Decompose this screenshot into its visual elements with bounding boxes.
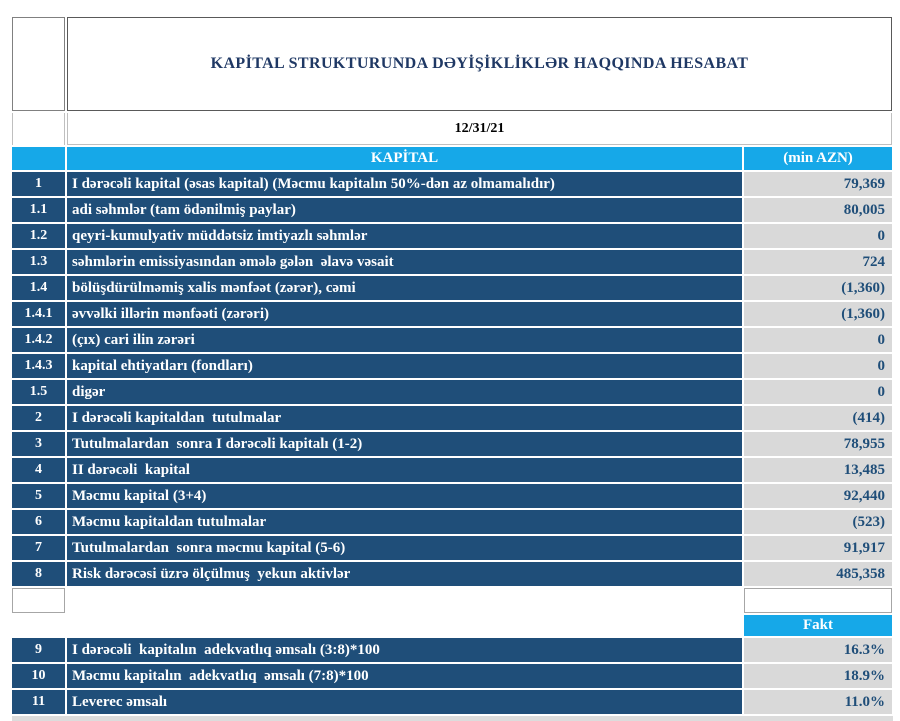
corner-cell [12,113,65,145]
row-value-cell: 485,358 [744,562,892,586]
row-value-cell: 91,917 [744,536,892,560]
row-label-cell: bölüşdürülməmiş xalis mənfəət (zərər), cəmi [67,276,742,300]
table-row [12,354,892,378]
table-row [12,172,892,196]
table-row [12,432,892,456]
row-label-cell: adi səhmlər (tam ödənilmiş paylar) [67,198,742,222]
row-number-cell: 3 [12,432,65,456]
spacer-section [12,588,892,636]
row-number-cell: 1.4.3 [12,354,65,378]
row-label-cell: I dərəcəli kapitalın adekvatlıq əmsalı (3:8)*100 [67,638,742,662]
table-row [12,406,892,430]
date-row [12,113,892,145]
spacer-cell [12,588,65,613]
row-value-cell: (1,360) [744,302,892,326]
title-section [12,17,892,170]
row-label-cell: Məcmu kapitaldan tutulmalar [67,510,742,534]
row-label-cell: Leverec əmsalı [67,690,742,714]
report-page [0,15,900,710]
spacer-row [12,588,892,613]
row-value-cell: 0 [744,224,892,248]
header-section-label: KAPİTAL [67,147,742,170]
row-label-cell: I dərəcəli kapital (əsas kapital) (Məcmu kapitalın 50%-dən az olmamalıdır) [67,172,742,196]
row-number-cell: 6 [12,510,65,534]
row-value-cell: 0 [744,354,892,378]
row-number-cell: 1.4 [12,276,65,300]
title-row [12,17,892,111]
column-header-row [12,147,892,170]
row-value-cell: 13,485 [744,458,892,482]
row-number-cell: 10 [12,664,65,688]
row-label-cell: Məcmu kapitalın adekvatlıq əmsalı (7:8)*100 [67,664,742,688]
row-label-cell: II dərəcəli kapital [67,458,742,482]
row-number-cell: 1.5 [12,380,65,404]
table-row [12,224,892,248]
capital-rows [12,172,892,586]
capital-structure-table [10,15,894,716]
row-value-cell: 0 [744,328,892,352]
row-value-cell: 724 [744,250,892,274]
table-row [12,510,892,534]
row-number-cell: 4 [12,458,65,482]
row-value-cell: (523) [744,510,892,534]
row-number-cell: 11 [12,690,65,714]
table-row [12,328,892,352]
row-number-cell: 1.4.2 [12,328,65,352]
table-row [12,638,892,662]
report-date: 12/31/21 [67,113,892,145]
row-number-cell: 1.1 [12,198,65,222]
table-row [12,664,892,688]
spacer-cell [744,588,892,613]
row-number-cell: 1.2 [12,224,65,248]
row-number-cell: 1.4.1 [12,302,65,326]
spacer-cell [67,615,742,636]
row-number-cell: 9 [12,638,65,662]
row-value-cell: 79,369 [744,172,892,196]
row-value-cell: 80,005 [744,198,892,222]
row-number-cell: 7 [12,536,65,560]
row-label-cell: digər [67,380,742,404]
table-row [12,458,892,482]
table-row [12,276,892,300]
row-number-cell: 8 [12,562,65,586]
fakt-header-row [12,615,892,636]
table-row [12,302,892,326]
header-number-cell [12,147,65,170]
row-value-cell: 16.3% [744,638,892,662]
row-label-cell: (çıx) cari ilin zərəri [67,328,742,352]
row-label-cell: I dərəcəli kapitaldan tutulmalar [67,406,742,430]
row-label-cell: Tutulmalardan sonra I dərəcəli kapitalı (1-2) [67,432,742,456]
row-number-cell: 1.3 [12,250,65,274]
table-row [12,484,892,508]
row-value-cell: 78,955 [744,432,892,456]
row-value-cell: 18.9% [744,664,892,688]
corner-cell [12,17,65,111]
spacer-cell [12,615,65,636]
table-row [12,536,892,560]
table-bottom-shadow [12,716,893,721]
row-value-cell: 92,440 [744,484,892,508]
row-label-cell: səhmlərin emissiyasından əmələ gələn əlavə vəsait [67,250,742,274]
row-value-cell: (1,360) [744,276,892,300]
row-label-cell: Tutulmalardan sonra məcmu kapital (5-6) [67,536,742,560]
row-label-cell: qeyri-kumulyativ müddətsiz imtiyazlı səhmlər [67,224,742,248]
table-row [12,250,892,274]
report-title: KAPİTAL STRUKTURUNDA DƏYİŞİKLİKLƏR HAQQINDA HESABAT [67,17,892,111]
spacer-cell [67,588,742,613]
row-label-cell: Risk dərəcəsi üzrə ölçülmuş yekun aktivlər [67,562,742,586]
row-number-cell: 2 [12,406,65,430]
row-value-cell: 0 [744,380,892,404]
fakt-header: Fakt [744,615,892,636]
table-row [12,380,892,404]
row-number-cell: 1 [12,172,65,196]
table-row [12,690,892,714]
row-value-cell: 11.0% [744,690,892,714]
row-label-cell: Məcmu kapital (3+4) [67,484,742,508]
row-number-cell: 5 [12,484,65,508]
table-row [12,562,892,586]
row-label-cell: kapital ehtiyatları (fondları) [67,354,742,378]
table-row [12,198,892,222]
row-label-cell: əvvəlki illərin mənfəəti (zərəri) [67,302,742,326]
row-value-cell: (414) [744,406,892,430]
header-unit-label: (min AZN) [744,147,892,170]
ratio-rows [12,638,892,714]
